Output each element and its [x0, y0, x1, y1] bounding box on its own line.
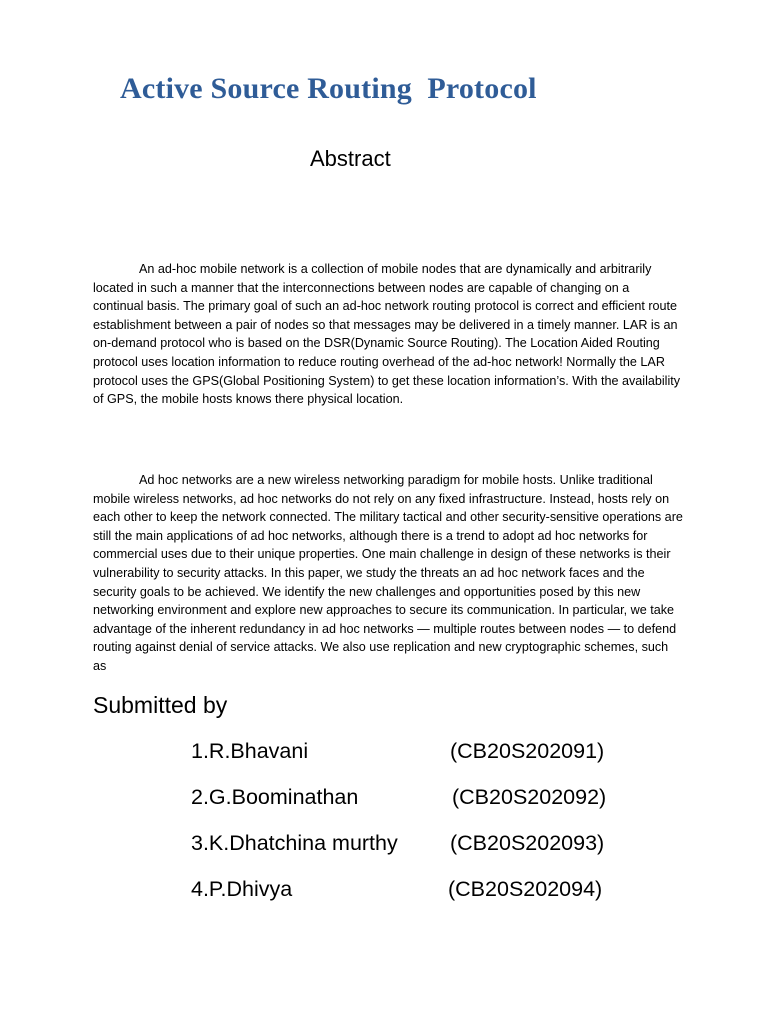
- member-name: 2.G.Boominathan: [191, 785, 359, 809]
- member-roll-number: (CB20S202093): [450, 831, 605, 855]
- member-roll-number: (CB20S202091): [450, 739, 605, 763]
- member-name: 4.P.Dhivya: [191, 877, 293, 901]
- document-title: Active Source Routing Protocol: [120, 72, 537, 105]
- member-roll-number: (CB20S202092): [452, 785, 607, 809]
- abstract-heading: Abstract: [310, 146, 391, 171]
- submitted-by-heading: Submitted by: [93, 692, 228, 718]
- member-name: 3.K.Dhatchina murthy: [191, 831, 398, 855]
- abstract-paragraph-2: Ad hoc networks are a new wireless networking paradigm for mobile hosts. Unlike traditional mobile wireless networks, ad hoc networks do not rely on any fixed infrastructure. Instead, hosts rely on each other to keep the network connected. The military tactical and other security-sensitive operations are still the main applications of ad hoc networks, although there is a trend to adopt ad hoc networks for commercial uses due to their unique properties. One main challenge in design of these networks is their vulnerability to security attacks. In this paper, we study the threats an ad hoc network faces and the security goals to be achieved. We identify the new challenges and opportunities posed by this new networking environment and explore new approaches to secure its communication. In particular, we take advantage of the inherent redundancy in ad hoc networks — multiple routes between nodes — to defend routing against denial of service attacks. We also use replication and new cryptographic schemes, such as: [93, 473, 683, 673]
- member-row: [191, 831, 631, 861]
- member-row: [191, 739, 631, 769]
- member-name: 1.R.Bhavani: [191, 739, 309, 763]
- member-roll-number: (CB20S202094): [448, 877, 603, 901]
- member-row: [191, 877, 631, 907]
- abstract-paragraph-1: An ad-hoc mobile network is a collection of mobile nodes that are dynamically and arbitrarily located in such a manner that the interconnections between nodes are capable of changing on a continual basis. The primary goal of such an ad-hoc network routing protocol is correct and efficient route establishment between a pair of nodes so that messages may be delivered in a timely manner. LAR is an on-demand protocol who is based on the DSR(Dynamic Source Routing). The Location Aided Routing protocol uses location information to reduce routing overhead of the ad-hoc network! Normally the LAR protocol uses the GPS(Global Positioning System) to get these location information’s. With the availability of GPS, the mobile hosts knows there physical location.: [93, 262, 681, 407]
- member-row: [191, 785, 631, 815]
